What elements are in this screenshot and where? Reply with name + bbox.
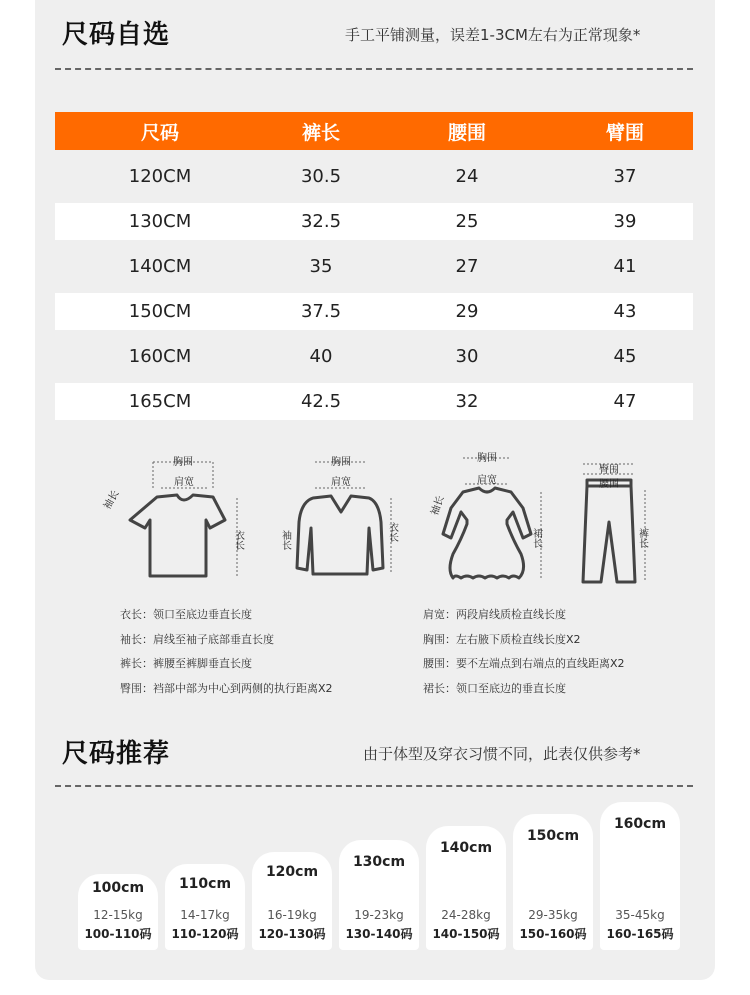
cell: 165CM [128,391,192,412]
recommend-card [426,826,506,950]
cell: 30.5 [300,166,342,187]
table-row [55,248,693,285]
tshirt-icon [130,495,225,576]
cell: 29 [455,301,479,322]
label-chest: 胸围 [173,457,193,468]
recommend-card [165,864,245,950]
cell: 32.5 [300,211,342,232]
definition-item: 臀围：裆部中部为中心到两侧的执行距离X2 [120,682,333,696]
definition-item: 胸围：左右腋下质检直线长度X2 [423,632,581,646]
header-size: 尺码 [140,121,179,144]
height-label: 140cm [439,840,493,856]
definition-item: 袖长：肩线至袖子底部垂直长度 [120,632,274,646]
cell: 47 [613,391,637,412]
definition-item: 衣长：领口至底边垂直长度 [120,608,252,621]
label-shoulder-3: 肩宽 [477,475,497,486]
definition-item: 裤长：裤腰至裤脚垂直长度 [120,657,252,671]
definitions-left [120,603,333,702]
divider [55,68,693,70]
size-label: 130-140码 [345,927,413,941]
cell: 160CM [128,346,192,367]
size-label: 140-150码 [432,927,500,941]
size-recommendations [78,800,688,950]
header-arm: 臂围 [605,121,644,144]
cell: 43 [613,301,637,322]
cell: 40 [309,346,333,367]
label-length-2: 衣长 [386,522,398,542]
table-header [55,112,693,150]
cell: 41 [613,256,637,277]
recommend-card [78,874,158,950]
label-sleeve-2: 袖长 [279,530,291,550]
cell: 120CM [128,166,192,187]
height-label: 130cm [352,854,406,870]
recommend-card [252,852,332,950]
table-row [55,383,693,420]
cell: 37.5 [300,301,342,322]
cell: 32 [455,391,479,412]
cell: 30 [455,346,479,367]
label-length: 衣长 [232,530,244,550]
cell: 37 [613,166,637,187]
measure-note: 手工平铺测量，误差1-3CM左右为正常现象* [345,26,641,44]
height-label: 100cm [91,880,145,896]
section-title-size-select: 尺码自选 [62,20,171,50]
label-pants-length: 裤长 [636,528,648,548]
table-row [55,293,693,330]
cell: 24 [455,166,479,187]
weight-label: 35-45kg [615,908,665,922]
weight-label: 29-35kg [528,908,578,922]
table-row [55,338,693,375]
cell: 35 [309,256,333,277]
recommend-card [339,840,419,950]
size-label: 150-160码 [519,927,587,941]
size-label: 120-130码 [258,927,326,941]
label-skirt-length: 裙长 [530,528,542,548]
label-waist: 腰围 [599,479,619,490]
label-chest-2: 胸围 [331,457,351,468]
label-chest-3: 胸围 [477,453,497,464]
weight-label: 12-15kg [93,908,143,922]
cell: 27 [455,256,479,277]
section-title-recommend: 尺码推荐 [62,739,171,769]
definition-item: 腰围：要不左端点到右端点的直线距离X2 [423,657,625,671]
cell: 45 [613,346,637,367]
sweater-icon [297,496,383,574]
height-label: 120cm [265,864,319,880]
size-label: 100-110码 [84,927,152,941]
header-waist: 腰围 [447,121,486,144]
cell: 39 [613,211,637,232]
weight-label: 16-19kg [267,908,317,922]
pants-icon [583,480,635,582]
size-label: 160-165码 [606,927,674,941]
weight-label: 19-23kg [354,908,404,922]
cell: 140CM [128,256,192,277]
size-table [55,112,693,420]
dress-icon [443,488,531,578]
cell: 150CM [128,301,192,322]
cell: 42.5 [300,391,342,412]
height-label: 150cm [526,828,580,844]
header-pants-length: 裤长 [301,121,340,144]
definitions-right [423,603,625,702]
definition-item: 裙长：领口至底边的垂直长度 [423,682,566,696]
table-row [55,158,693,195]
weight-label: 24-28kg [441,908,491,922]
divider [55,785,693,787]
label-shoulder-2: 肩宽 [331,477,351,488]
label-hip: 臀围 [599,465,619,476]
definition-item: 肩宽：两段肩线质检直线长度 [423,608,566,621]
label-shoulder: 肩宽 [174,477,194,488]
label-sleeve: 袖长 [102,488,122,512]
label-sleeve-3: 袖长 [429,494,447,518]
measurement-diagrams [95,450,675,590]
recommend-card [513,814,593,950]
cell: 25 [455,211,479,232]
table-row [55,203,693,240]
weight-label: 14-17kg [180,908,230,922]
height-label: 160cm [613,816,667,832]
recommend-card [600,802,680,950]
recommend-note: 由于体型及穿衣习惯不同，此表仅供参考* [363,745,641,763]
height-label: 110cm [178,876,232,892]
cell: 130CM [128,211,192,232]
size-label: 110-120码 [171,927,239,941]
